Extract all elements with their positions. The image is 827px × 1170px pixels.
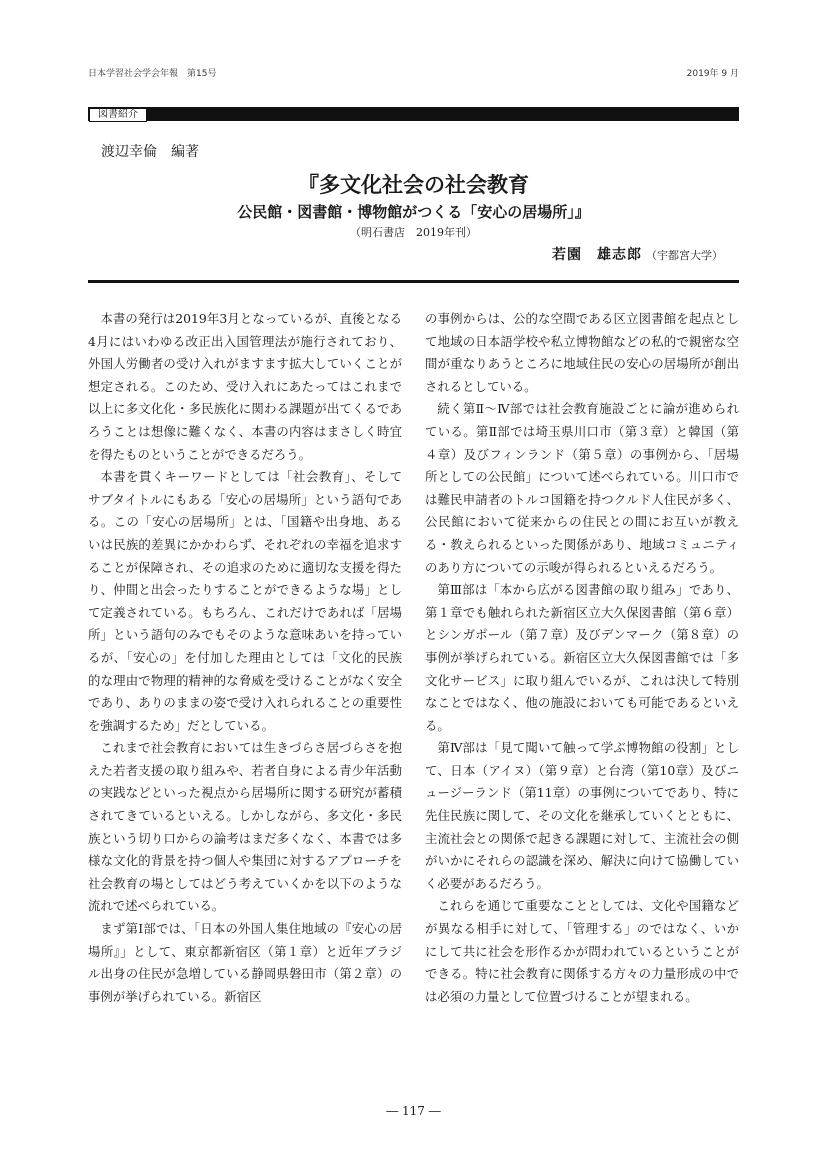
- paragraph: これらを通じて重要なこととしては、文化や国籍などが異なる相手に対して、「管理する」のではなく、いかにして共に社会を形作るかが問われているということができる。特に社会教育に関係する方々の力量形成の中では必須の力量として位置づけることが望まれる。: [425, 898, 739, 1004]
- paragraph: 第Ⅳ部は「見て聞いて触って学ぶ博物館の役割」として、日本（アイヌ）（第９章）と台湾（第10章）及びニュージーランド（第11章）の事例についてであり、特に先住民族に関して、その文化を継承していくとともに、主流社会との関係で起きる課題に対して、主流社会の側がいかにそれらの認識を深め、解決に向けて協働していく必要があるだろう。: [425, 740, 739, 891]
- title-divider: [88, 280, 739, 283]
- paragraph: まず第Ⅰ部では、「日本の外国人集住地域の『安心の居場所』」として、東京都新宿区（第１章）と近年ブラジル出身の住民が急増している静岡県磐田市（第２章）の事例が挙げられている。新宿区: [88, 921, 402, 1004]
- paragraph: 第Ⅲ部は「本から広がる図書館の取り組み」であり、第１章でも触れられた新宿区立大久保図書館（第６章）とシンガポール（第７章）及びデンマーク（第８章）の事例が挙げられている。新宿区立大久保図書館では「多文化サービス」に取り組んでいるが、これは決して特別なことではなく、他の施設においても可能であるといえる。: [425, 582, 739, 733]
- right-column: [425, 308, 739, 1008]
- book-editor: 渡辺幸倫 編著: [101, 144, 199, 160]
- reviewer-name: 若園 雄志郎: [552, 247, 642, 263]
- book-subtitle: 公民館・図書館・博物館がつくる「安心の居場所」』: [237, 203, 590, 221]
- reviewer-affiliation: （宇都宮大学）: [646, 249, 723, 262]
- section-label: 図書紹介: [89, 108, 147, 122]
- publisher-info: （明石書店 2019年刊）: [350, 226, 477, 239]
- left-column: [88, 308, 402, 1008]
- page-number: ― 117 ―: [386, 1104, 441, 1118]
- paragraph-continued: の事例からは、公的な空間である区立図書館を起点として地域の日本語学校や私立博物館などの私的で親密な空間が重なりあうところに地域住民の安心の居場所が創出されるとしている。: [425, 311, 739, 394]
- paragraph: 続く第Ⅱ～Ⅳ部では社会教育施設ごとに論が進められている。第Ⅱ部では埼玉県川口市（第３章）と韓国（第４章）及びフィンランド（第５章）の事例から、「居場所としての公民館」について述べられている。川口市では難民申請者のトルコ国籍を持つクルド人住民が多く、公民館において従来からの住民との間にお互いが教える・教えられるといった関係があり、地域コミュニティのあり方についての示唆が得られるといえるだろう。: [425, 401, 739, 575]
- paragraph: 本書を貫くキーワードとしては「社会教育」、そしてサブタイトルにもある「安心の居場所」という語句である。この「安心の居場所」とは、「国籍や出身地、あるいは民族的差異にかかわらず、それぞれの幸福を追求することが保障され、その追求のために適切な支援を得たり、仲間と出会ったりすることができるような場」として定義されている。もちろん、これだけであれば「居場所」という語句のみでもそのような意味あいを持っているが、「安心の」を付加した理由としては「文化的民族的な理由で物理的精神的な脅威を受けることがなく安全であり、ありのままの姿で受け入れられることの重要性を強調するため」だとしている。: [88, 469, 402, 733]
- book-title: 『多文化社会の社会教育: [298, 173, 529, 197]
- issue-date: 2019年 9 月: [686, 69, 739, 79]
- paragraph: これまで社会教育においては生きづらさ居づらさを抱えた若者支援の取り組みや、若者自身による青少年活動の実践などといった視点から居場所に関する研究が蓄積されてきているといえる。しかしながら、多文化・多民族という切り口からの論考はまだ多くなく、本書では多様な文化的背景を持つ個人や集団に対するアプローチを社会教育の場としてはどう考えていくかを以下のような流れで述べられている。: [88, 740, 402, 914]
- reviewer: [552, 244, 723, 264]
- paragraph: 本書の発行は2019年3月となっているが、直後となる4月にはいわゆる改正出入国管理法が施行されており、外国人労働者の受け入れがますます拡大していくことが想定される。このため、受け入れにあたってはこれまで以上に多文化化・多民族化に関わる課題が出てくるであろうことは想像に難くなく、本書の内容はまさしく時宜を得たものということができるだろう。: [88, 311, 402, 462]
- section-bar: [88, 107, 739, 121]
- journal-header: 日本学習社会学会年報 第15号: [88, 69, 217, 79]
